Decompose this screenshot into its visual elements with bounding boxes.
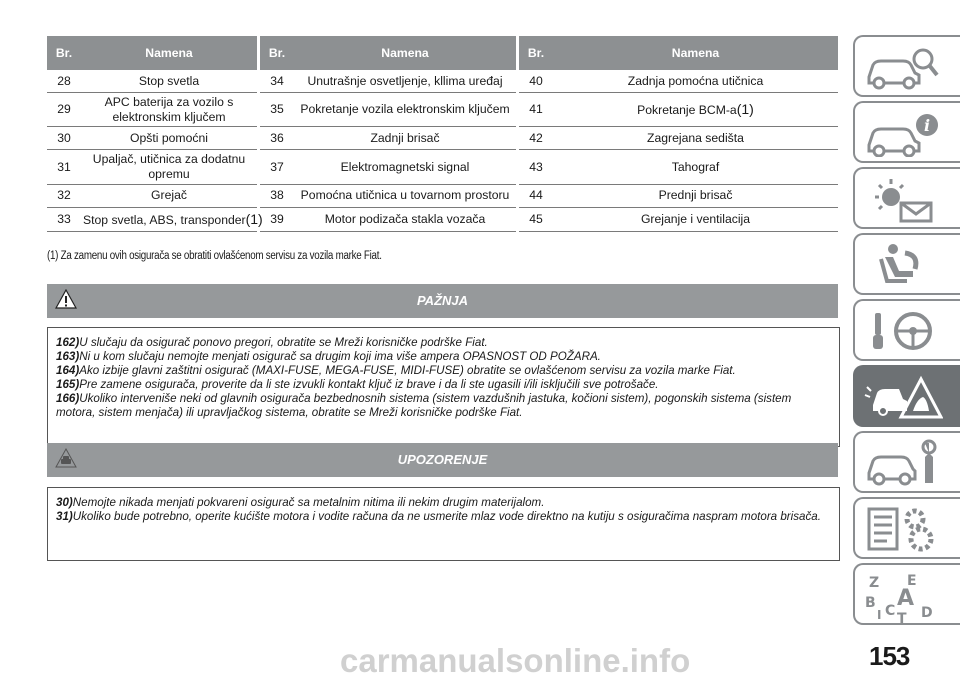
caution-box <box>47 487 840 561</box>
caution-item-text: Nemojte nikada menjati pokvareni osigurač sa metalnim nitima ili nekim drugim materijalom. <box>72 496 545 509</box>
table-footnote: (1) Za zamenu ovih osigurača se obratiti ovlašćenom servisu za vozila marke Fiat. <box>47 250 382 262</box>
warning-item <box>56 378 831 392</box>
caution-item-text: Ukoliko bude potrebno, operite kućište motora i vodite računa da ne usmerite mlaz vode direktno na kutiju s osiguračima naspram motora brisača. <box>72 510 821 523</box>
watermark: carmanualsonline.info <box>340 642 691 679</box>
fuse-number: 42 <box>519 127 553 150</box>
index-letter: A <box>897 586 915 611</box>
fuse-purpose: APC baterija za vozilo s elektronskim ključem <box>81 93 257 127</box>
warning-item-number: 162) <box>56 336 80 349</box>
footnote-mark: (1) <box>245 210 263 227</box>
car-caution-icon <box>55 448 77 468</box>
fuse-purpose: Opšti pomoćni <box>81 127 257 150</box>
table-header-row <box>47 36 838 70</box>
seat-airbag-icon <box>863 241 943 289</box>
warning-lights-icon <box>863 175 943 223</box>
alphabetical-index-icon <box>863 571 943 623</box>
chapter-tab-maintenance[interactable] <box>853 431 960 493</box>
warning-triangle-icon <box>55 289 77 309</box>
warning-title: PAŽNJA <box>416 293 469 308</box>
fuse-purpose: Stop svetla <box>81 70 257 93</box>
fuse-number: 32 <box>47 184 81 207</box>
index-letter: E <box>907 573 917 589</box>
fuse-purpose: Motor podizača stakla vozača <box>294 207 516 231</box>
caution-item <box>56 510 831 524</box>
table-row <box>47 150 838 184</box>
chapter-tab-emergency[interactable] <box>853 365 960 427</box>
caution-item <box>56 496 831 510</box>
warning-item <box>56 350 831 364</box>
fuse-number: 37 <box>260 150 294 184</box>
table-row <box>47 70 838 93</box>
fuse-number: 45 <box>519 207 553 231</box>
warning-item-text: Ako izbije glavni zaštitni osigurač (MAXI-FUSE, MEGA-FUSE, MIDI-FUSE) obratite se ovlašćenom servisu za vozila marke Fiat. <box>79 364 736 377</box>
warning-item-text: Pre zamene osigurača, proverite da li ste izvukli kontakt ključ iz brave i da li ste ugasili i/ili isključili sve potrošače. <box>79 378 659 391</box>
header-purpose: Namena <box>81 36 257 70</box>
chapter-tab-index[interactable] <box>853 563 960 625</box>
fuse-purpose: Pokretanje vozila elektronskim ključem <box>294 93 516 127</box>
warning-item-number: 164) <box>56 364 80 377</box>
svg-text:i: i <box>923 116 931 135</box>
fuse-purpose: Elektromagnetski signal <box>294 150 516 184</box>
car-info-icon <box>863 109 943 157</box>
fuse-purpose: Pomoćna utičnica u tovarnom prostoru <box>294 184 516 207</box>
chapter-tab-warning-lights[interactable] <box>853 167 960 229</box>
fuse-number: 44 <box>519 184 553 207</box>
index-letter: I <box>877 608 882 622</box>
fuse-purpose: Grejanje i ventilacija <box>553 207 838 231</box>
header-nr: Br. <box>260 36 294 70</box>
fuse-number: 41 <box>519 93 553 127</box>
warning-item-number: 163) <box>56 350 80 363</box>
fuse-purpose: Prednji brisač <box>553 184 838 207</box>
fuse-number: 43 <box>519 150 553 184</box>
warning-item <box>56 364 831 378</box>
caution-item-number: 30) <box>56 496 73 509</box>
index-letter: T <box>897 611 907 623</box>
fuse-purpose: Zadnji brisač <box>294 127 516 150</box>
caution-banner <box>47 443 838 477</box>
fuse-number: 34 <box>260 70 294 93</box>
fuse-purpose-with-note <box>81 207 263 231</box>
warning-item-text: U slučaju da osigurač ponovo pregori, obratite se Mreži korisničke podrške Fiat. <box>79 336 488 349</box>
fuse-purpose: Upaljač, utičnica za dodatnu opremu <box>81 150 257 184</box>
warning-item <box>56 336 831 350</box>
warning-banner <box>47 284 838 318</box>
fuse-number: 33 <box>47 207 81 231</box>
fuse-purpose: Grejač <box>81 184 257 207</box>
index-letter: B <box>865 595 876 611</box>
table-row <box>47 127 838 150</box>
caution-title: UPOZORENJE <box>397 452 488 467</box>
steering-key-icon <box>863 307 943 355</box>
warning-item-text: Ni u kom slučaju nemojte menjati osigurač sa drugim koji ima više ampera OPASNOST OD POŽARA. <box>79 350 601 363</box>
fuse-number: 39 <box>260 207 294 231</box>
warning-item <box>56 392 831 420</box>
fuse-number: 36 <box>260 127 294 150</box>
index-letter: C <box>885 603 896 619</box>
fuse-number: 28 <box>47 70 81 93</box>
fuse-purpose: Tahograf <box>553 150 838 184</box>
warning-box <box>47 327 840 447</box>
fuse-number: 35 <box>260 93 294 127</box>
fuse-table <box>47 36 838 232</box>
chapter-tab-instruments[interactable] <box>853 101 960 163</box>
fuse-purpose-with-note <box>553 93 838 127</box>
fuse-number: 29 <box>47 93 81 127</box>
chapter-tab-starting-driving[interactable] <box>853 299 960 361</box>
fuse-number: 31 <box>47 150 81 184</box>
fuse-purpose: Zagrejana sedišta <box>553 127 838 150</box>
fuse-purpose-text: Pokretanje BCM-a <box>637 103 737 118</box>
table-row <box>47 207 838 231</box>
car-emergency-icon <box>863 373 943 421</box>
car-search-icon <box>863 43 943 91</box>
car-maintenance-icon <box>863 439 943 487</box>
fuse-purpose: Unutrašnje osvetljenje, kllima uređaj <box>294 70 516 93</box>
warning-item-number: 165) <box>56 378 80 391</box>
fuse-purpose-text: Stop svetla, ABS, transponder <box>83 212 246 227</box>
table-row <box>47 93 838 127</box>
chapter-tab-safety[interactable] <box>853 233 960 295</box>
header-purpose: Namena <box>553 36 838 70</box>
fuse-number: 40 <box>519 70 553 93</box>
footnote-mark: (1) <box>736 101 754 118</box>
table-row <box>47 184 838 207</box>
fuse-number: 38 <box>260 184 294 207</box>
fuse-number: 30 <box>47 127 81 150</box>
header-purpose: Namena <box>294 36 516 70</box>
header-nr: Br. <box>47 36 81 70</box>
technical-data-icon <box>863 505 943 553</box>
caution-item-number: 31) <box>56 510 73 523</box>
warning-item-text: Ukoliko interveniše neki od glavnih osigurača bezbednosnih sistema (sistem vazdušnih jastuka, kočioni sistem), pogonskih sistema (sistem motora, sistem menjača) ili upravljačkog sistema, obratite se Mreži korisničke podrške Fiat. <box>56 392 792 419</box>
warning-item-number: 166) <box>56 392 80 405</box>
header-nr: Br. <box>519 36 553 70</box>
index-letter: Z <box>869 575 880 591</box>
chapter-tab-knowing-car[interactable] <box>853 35 960 97</box>
index-letter: D <box>921 605 933 621</box>
fuse-purpose: Zadnja pomoćna utičnica <box>553 70 838 93</box>
page-number: 153 <box>869 641 910 671</box>
chapter-tab-technical-data[interactable] <box>853 497 960 559</box>
